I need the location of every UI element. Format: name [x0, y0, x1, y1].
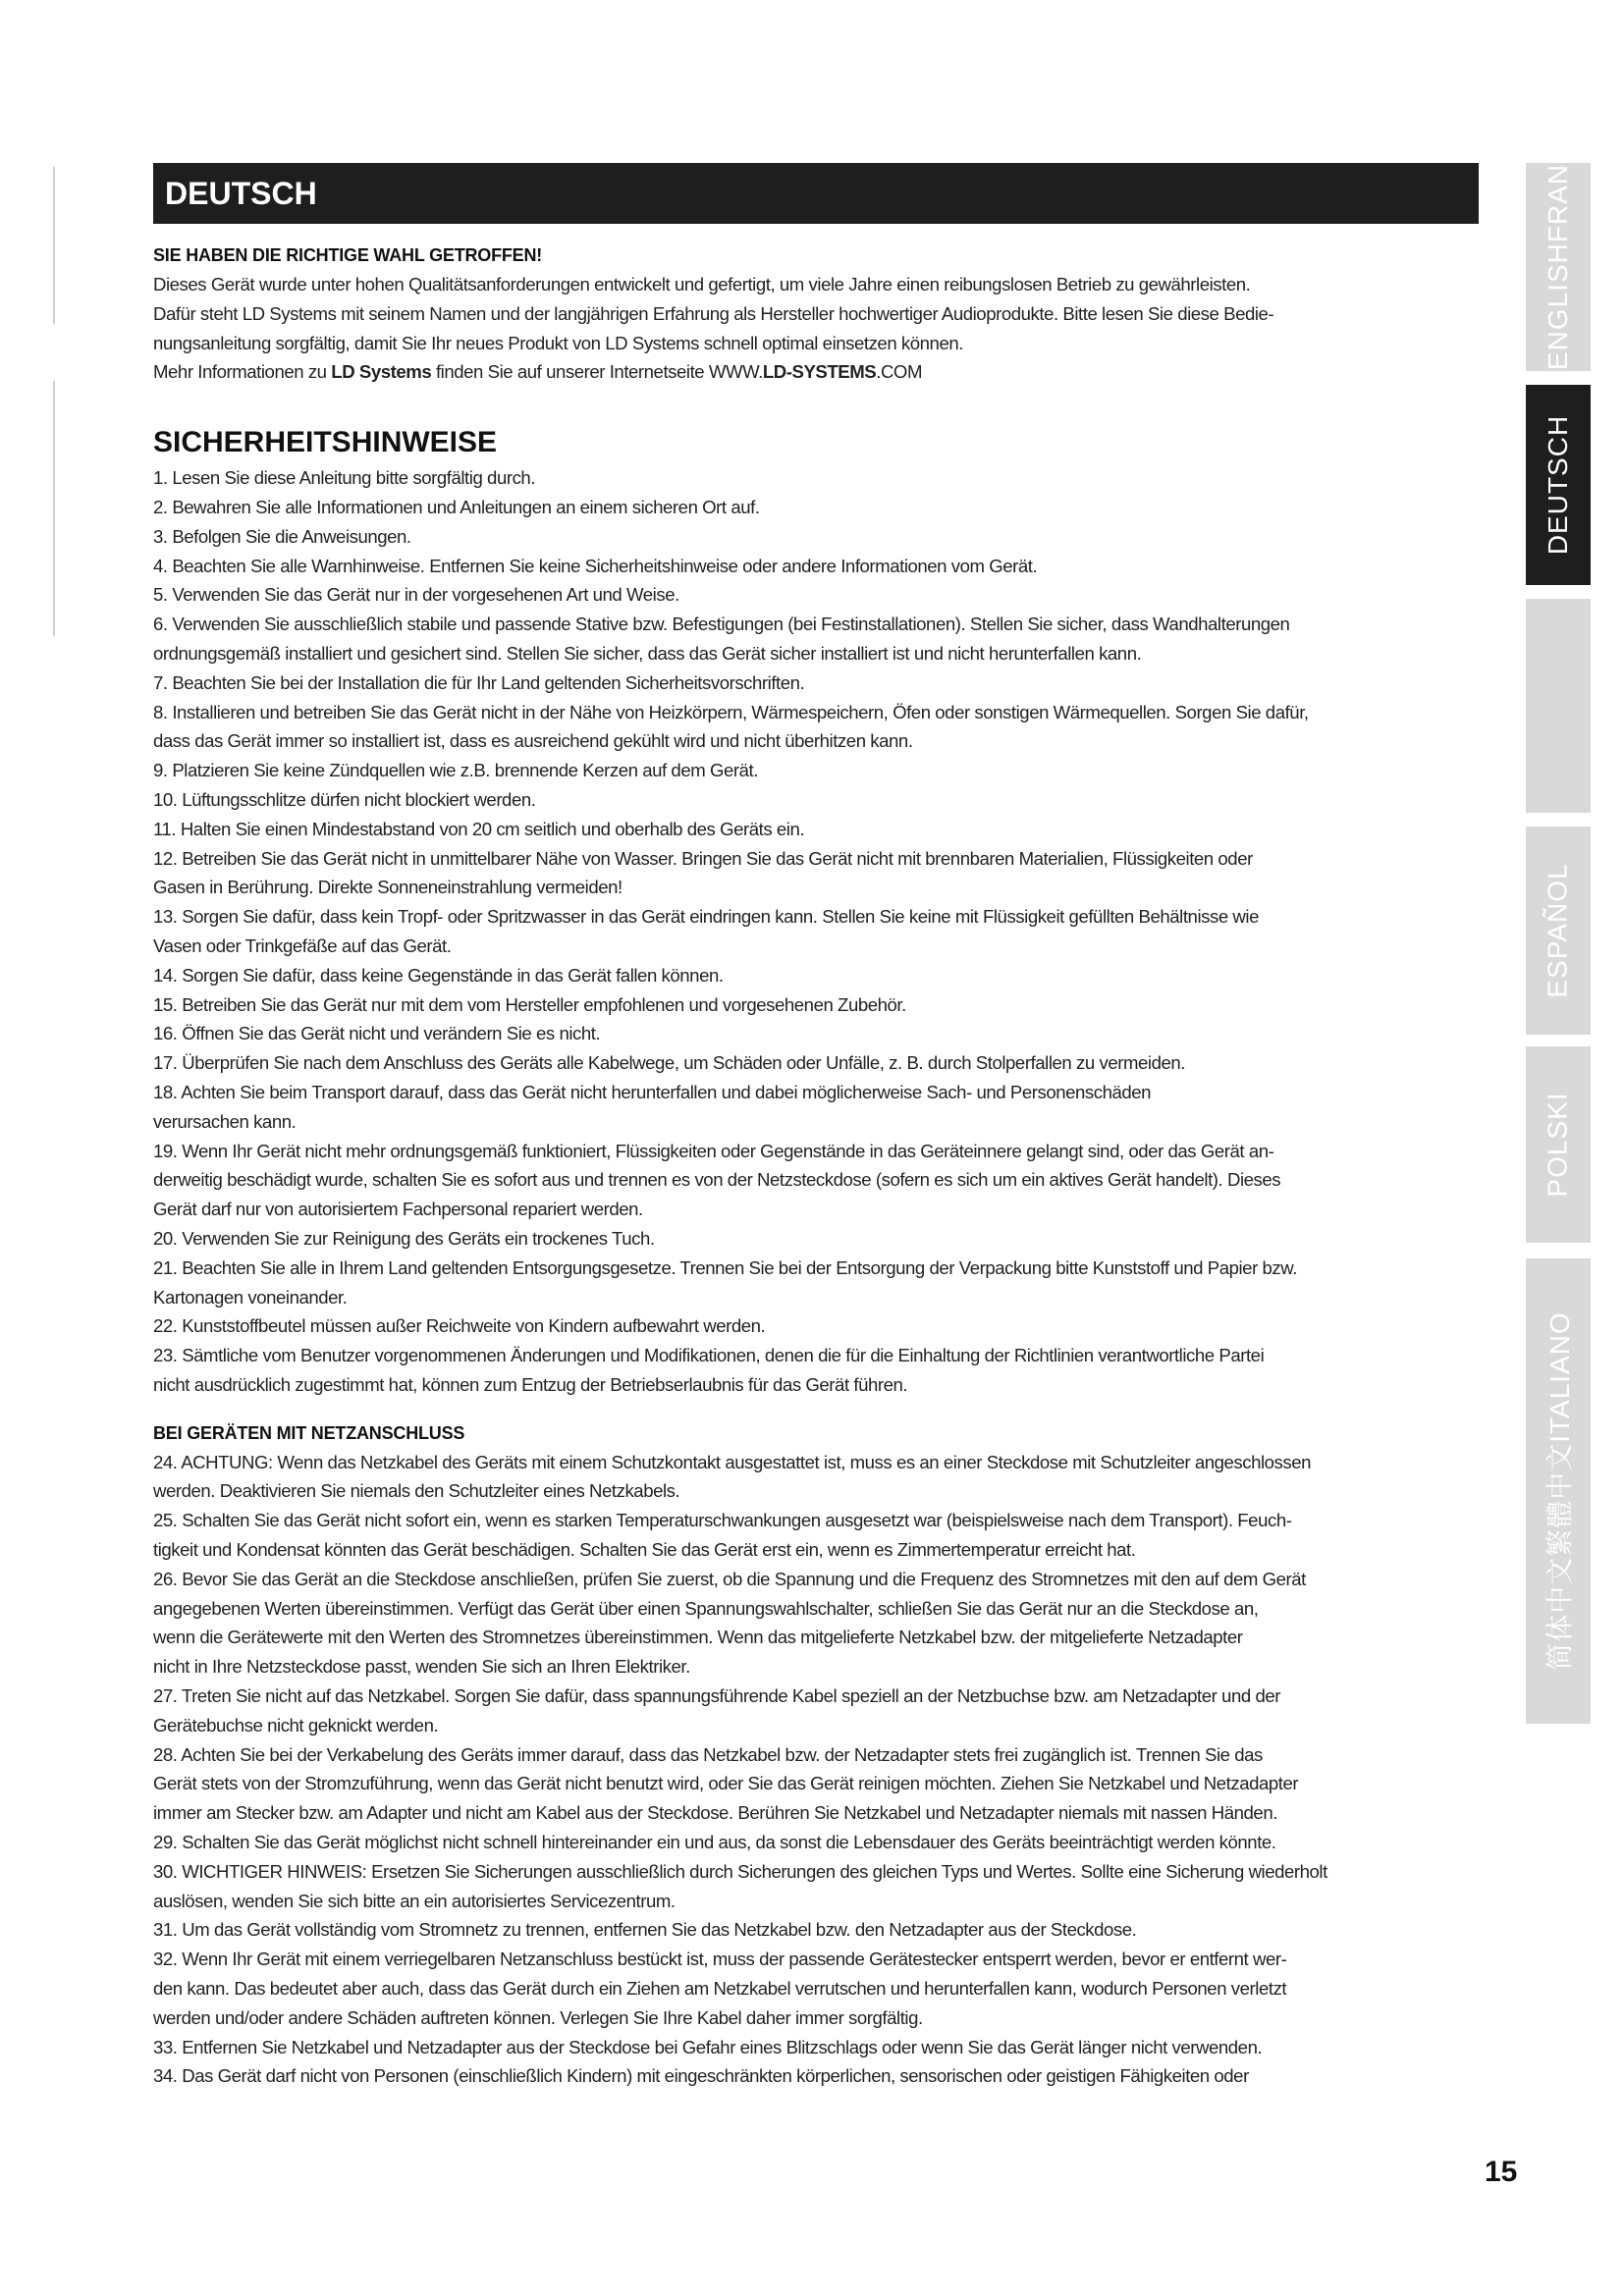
- mains-line: den kann. Das bedeutet aber auch, dass das Gerät durch ein Ziehen am Netzkabel verrutschen und herunterfallen kann, wodurch Personen verletzt: [153, 1978, 1287, 2000]
- more-info-prefix: Mehr Informationen zu: [153, 361, 332, 383]
- language-tab[interactable]: [1526, 827, 1591, 1035]
- mains-line: 24. ACHTUNG: Wenn das Netzkabel des Geräts mit einem Schutzkontakt ausgestattet ist, muss es an einer Steckdose mit Schutzleiter angeschlossen: [153, 1451, 1312, 1472]
- safety-line: 20. Verwenden Sie zur Reinigung des Geräts ein trockenes Tuch.: [153, 1227, 655, 1249]
- safety-heading: SICHERHEITSHINWEISE: [153, 426, 498, 459]
- mains-line: 28. Achten Sie bei der Verkabelung des Geräts immer darauf, dass das Netzkabel bzw. der Netzadapter stets frei zugänglich ist. Trennen Sie das: [153, 1743, 1263, 1765]
- mains-line: 30. WICHTIGER HINWEIS: Ersetzen Sie Sicherungen ausschließlich durch Sicherungen des gleichen Typs und Wertes. Sollte eine Sicherung wiederholt: [153, 1860, 1327, 1882]
- mains-line: auslösen, wenden Sie sich bitte an ein autorisiertes Servicezentrum.: [153, 1890, 676, 1911]
- language-tab-label: 简体中文繁體中文ITALIANO: [1544, 1311, 1576, 1671]
- intro-text: [153, 270, 1481, 357]
- safety-line: ordnungsgemäß installiert und gesichert sind. Stellen Sie sicher, dass das Gerät sicher installiert ist und nicht herunterfallen kann.: [153, 642, 1142, 664]
- mains-line: angegebenen Werten übereinstimmen. Verfügt das Gerät über einen Spannungswahlschalter, schließen Sie das Gerät nur an die Steckdose an,: [153, 1597, 1259, 1619]
- mains-list: [153, 1448, 1481, 2092]
- safety-line: Kartonagen voneinander.: [153, 1286, 348, 1308]
- safety-line: 9. Platzieren Sie keine Zündquellen wie z.B. brennende Kerzen auf dem Gerät.: [153, 760, 758, 781]
- safety-line: 5. Verwenden Sie das Gerät nur in der vorgesehenen Art und Weise.: [153, 584, 679, 606]
- margin-rule: [53, 381, 55, 636]
- mains-line: 29. Schalten Sie das Gerät möglichst nicht schnell hintereinander ein und aus, da sonst die Lebensdauer des Geräts beeinträchtigt werden könnte.: [153, 1832, 1276, 1853]
- safety-line: 10. Lüftungsschlitze dürfen nicht blockiert werden.: [153, 788, 536, 810]
- mains-line: 32. Wenn Ihr Gerät mit einem verriegelbaren Netzanschluss bestückt ist, muss der passende Gerätestecker entsperrt werden, bevor er entfernt wer-: [153, 1949, 1287, 1970]
- website-domain: LD-SYSTEMS: [762, 361, 877, 383]
- safety-line: 19. Wenn Ihr Gerät nicht mehr ordnungsgemäß funktioniert, Flüssigkeiten oder Gegenstände in das Geräteinnere gelangt sind, oder das Gerät an-: [153, 1140, 1274, 1161]
- safety-line: 12. Betreiben Sie das Gerät nicht in unmittelbarer Nähe von Wasser. Bringen Sie das Gerät nicht mit brennbaren Materialien, Flüssigkeiten oder: [153, 847, 1253, 869]
- intro-line: Dafür steht LD Systems mit seinem Namen und der langjährigen Erfahrung als Hersteller hochwertiger Audioprodukte. Bitte lesen Sie diese Bedie-: [153, 302, 1274, 324]
- intro-line: nungsanleitung sorgfältig, damit Sie Ihr neues Produkt von LD Systems schnell optimal einsetzen können.: [153, 332, 963, 353]
- mains-line: 31. Um das Gerät vollständig vom Stromnetz zu trennen, entfernen Sie das Netzkabel bzw. den Netzadapter aus der Steckdose.: [153, 1919, 1137, 1941]
- mains-line: 26. Bevor Sie das Gerät an die Steckdose anschließen, prüfen Sie zuerst, ob die Spannung und die Frequenz des Stromnetzes mit den auf dem Gerät: [153, 1568, 1306, 1589]
- section-header-bar: [153, 163, 1479, 224]
- safety-line: dass das Gerät immer so installiert ist, dass es ausreichend gekühlt wird und nicht überhitzen kann.: [153, 730, 913, 752]
- language-tab[interactable]: [1526, 163, 1591, 371]
- intro-line: Dieses Gerät wurde unter hohen Qualitätsanforderungen entwickelt und gefertigt, um viele Jahre einen reibungslosen Betrieb zu gewährleisten.: [153, 274, 1251, 294]
- safety-line: 23. Sämtliche vom Benutzer vorgenommenen Änderungen und Modifikationen, denen die für die Einhaltung der Richtlinien verantwortliche Partei: [153, 1345, 1265, 1366]
- more-info-line: [153, 357, 1481, 387]
- language-tab-label: DEUTSCH: [1543, 414, 1573, 556]
- safety-line: Vasen oder Trinkgefäße auf das Gerät.: [153, 934, 452, 956]
- safety-line: verursachen kann.: [153, 1110, 297, 1132]
- intro-heading: SIE HABEN DIE RICHTIGE WAHL GETROFFEN!: [153, 245, 543, 265]
- safety-line: 2. Bewahren Sie alle Informationen und Anleitungen an einem sicheren Ort auf.: [153, 496, 760, 517]
- safety-line: 8. Installieren und betreiben Sie das Gerät nicht in der Nähe von Heizkörpern, Wärmespeichern, Öfen oder sonstigen Wärmequellen. Sorgen Sie dafür,: [153, 701, 1309, 722]
- mains-heading: BEI GERÄTEN MIT NETZANSCHLUSS: [153, 1422, 465, 1443]
- language-tab[interactable]: [1526, 385, 1591, 585]
- more-info-middle: finden Sie auf unserer Internetseite WWW.: [431, 361, 763, 383]
- mains-line: wenn die Gerätewerte mit den Werten des Stromnetzes übereinstimmen. Wenn das mitgelieferte Netzkabel bzw. der mitgelieferte Netzadapter: [153, 1627, 1243, 1648]
- safety-line: 22. Kunststoffbeutel müssen außer Reichweite von Kindern aufbewahrt werden.: [153, 1315, 766, 1337]
- safety-line: 18. Achten Sie beim Transport darauf, dass das Gerät nicht herunterfallen und dabei möglicherweise Sach- und Personenschäden: [153, 1081, 1152, 1102]
- mains-line: 33. Entfernen Sie Netzkabel und Netzadapter aus der Steckdose bei Gefahr eines Blitzschlags oder wenn Sie das Gerät länger nicht verwenden.: [153, 2036, 1263, 2057]
- safety-line: 15. Betreiben Sie das Gerät nur mit dem vom Hersteller empfohlenen und vorgesehenen Zubehör.: [153, 993, 906, 1015]
- mains-line: 25. Schalten Sie das Gerät nicht sofort ein, wenn es starken Temperaturschwankungen ausgesetzt war (beispielsweise nach dem Transport). Feuch-: [153, 1510, 1292, 1531]
- safety-line: 1. Lesen Sie diese Anleitung bitte sorgfältig durch.: [153, 467, 536, 489]
- safety-line: nicht ausdrücklich zugestimmt hat, können zum Entzug der Betriebserlaubnis für das Gerät führen.: [153, 1373, 908, 1395]
- safety-line: derweitig beschädigt wurde, schalten Sie es sofort aus und trennen es von der Netzsteckdose (sofern es sich um ein aktives Gerät handelt). Dieses: [153, 1169, 1281, 1191]
- safety-line: 16. Öffnen Sie das Gerät nicht und verändern Sie es nicht.: [153, 1023, 601, 1044]
- mains-line: Gerät stets von der Stromzuführung, wenn das Gerät nicht benutzt wird, oder Sie das Gerät reinigen möchten. Ziehen Sie Netzkabel und Netzadapter: [153, 1773, 1299, 1794]
- mains-line: werden und/oder andere Schäden auftreten können. Verlegen Sie Ihre Kabel daher immer sorgfältig.: [153, 2006, 923, 2028]
- safety-list: [153, 463, 1481, 1400]
- language-tab[interactable]: [1526, 599, 1591, 813]
- website-suffix: .COM: [876, 361, 922, 383]
- page-number: 15: [1485, 2156, 1518, 2188]
- safety-line: 4. Beachten Sie alle Warnhinweise. Entfernen Sie keine Sicherheitshinweise oder andere Informationen vom Gerät.: [153, 555, 1038, 576]
- language-tab-label: ENGLISHFRAN: [1543, 163, 1573, 371]
- section-title: DEUTSCH: [165, 175, 317, 211]
- safety-line: 7. Beachten Sie bei der Installation die für Ihr Land geltenden Sicherheitsvorschriften.: [153, 671, 805, 693]
- brand-name: LD Systems: [331, 361, 432, 383]
- safety-line: 13. Sorgen Sie dafür, dass kein Tropf- oder Spritzwasser in das Gerät eindringen kann. Stellen Sie keine mit Flüssigkeit gefüllten Behältnisse wie: [153, 906, 1259, 928]
- safety-line: 11. Halten Sie einen Mindestabstand von 20 cm seitlich und oberhalb des Geräts ein.: [153, 818, 805, 839]
- margin-rule: [53, 167, 55, 324]
- safety-line: Gerät darf nur von autorisiertem Fachpersonal repariert werden.: [153, 1199, 643, 1220]
- safety-line: 6. Verwenden Sie ausschließlich stabile und passende Stative bzw. Befestigungen (bei Festinstallationen). Stellen Sie sicher, dass Wandhalterungen: [153, 614, 1290, 635]
- safety-line: 3. Befolgen Sie die Anweisungen.: [153, 525, 411, 547]
- safety-line: 17. Überprüfen Sie nach dem Anschluss des Geräts alle Kabelwege, um Schäden oder Unfälle, z. B. durch Stolperfallen zu vermeiden.: [153, 1052, 1185, 1074]
- safety-line: 14. Sorgen Sie dafür, dass keine Gegenstände in das Gerät fallen können.: [153, 964, 724, 986]
- mains-line: 34. Das Gerät darf nicht von Personen (einschließlich Kindern) mit eingeschränkten körperlichen, sensorischen oder geistigen Fähigkeiten oder: [153, 2065, 1249, 2087]
- mains-line: Gerätebuchse nicht geknickt werden.: [153, 1714, 439, 1735]
- mains-line: nicht in Ihre Netzsteckdose passt, wenden Sie sich an Ihren Elektriker.: [153, 1656, 690, 1678]
- content-column: [153, 245, 1481, 2091]
- safety-line: 21. Beachten Sie alle in Ihrem Land geltenden Entsorgungsgesetze. Trennen Sie bei der Entsorgung der Verpackung bitte Kunststoff und Papier bzw.: [153, 1256, 1297, 1278]
- mains-line: 27. Treten Sie nicht auf das Netzkabel. Sorgen Sie dafür, dass spannungsführende Kabel speziell an der Netzbuchse bzw. am Netzadapter und der: [153, 1685, 1280, 1707]
- mains-line: werden. Deaktivieren Sie niemals den Schutzleiter eines Netzkabels.: [153, 1480, 680, 1502]
- language-tab[interactable]: [1526, 1046, 1591, 1243]
- safety-line: Gasen in Berührung. Direkte Sonneneinstrahlung vermeiden!: [153, 877, 623, 898]
- language-tab-label: ESPAÑOL: [1543, 863, 1574, 998]
- mains-line: immer am Stecker bzw. am Adapter und nicht am Kabel aus der Steckdose. Berühren Sie Netzkabel und Netzadapter niemals mit nassen Händen.: [153, 1802, 1277, 1824]
- mains-line: tigkeit und Kondensat könnten das Gerät beschädigen. Schalten Sie das Gerät erst ein, wenn es Zimmertemperatur erreicht hat.: [153, 1539, 1136, 1561]
- language-tab[interactable]: [1526, 1258, 1591, 1724]
- language-tab-label: POLSKI: [1543, 1092, 1574, 1198]
